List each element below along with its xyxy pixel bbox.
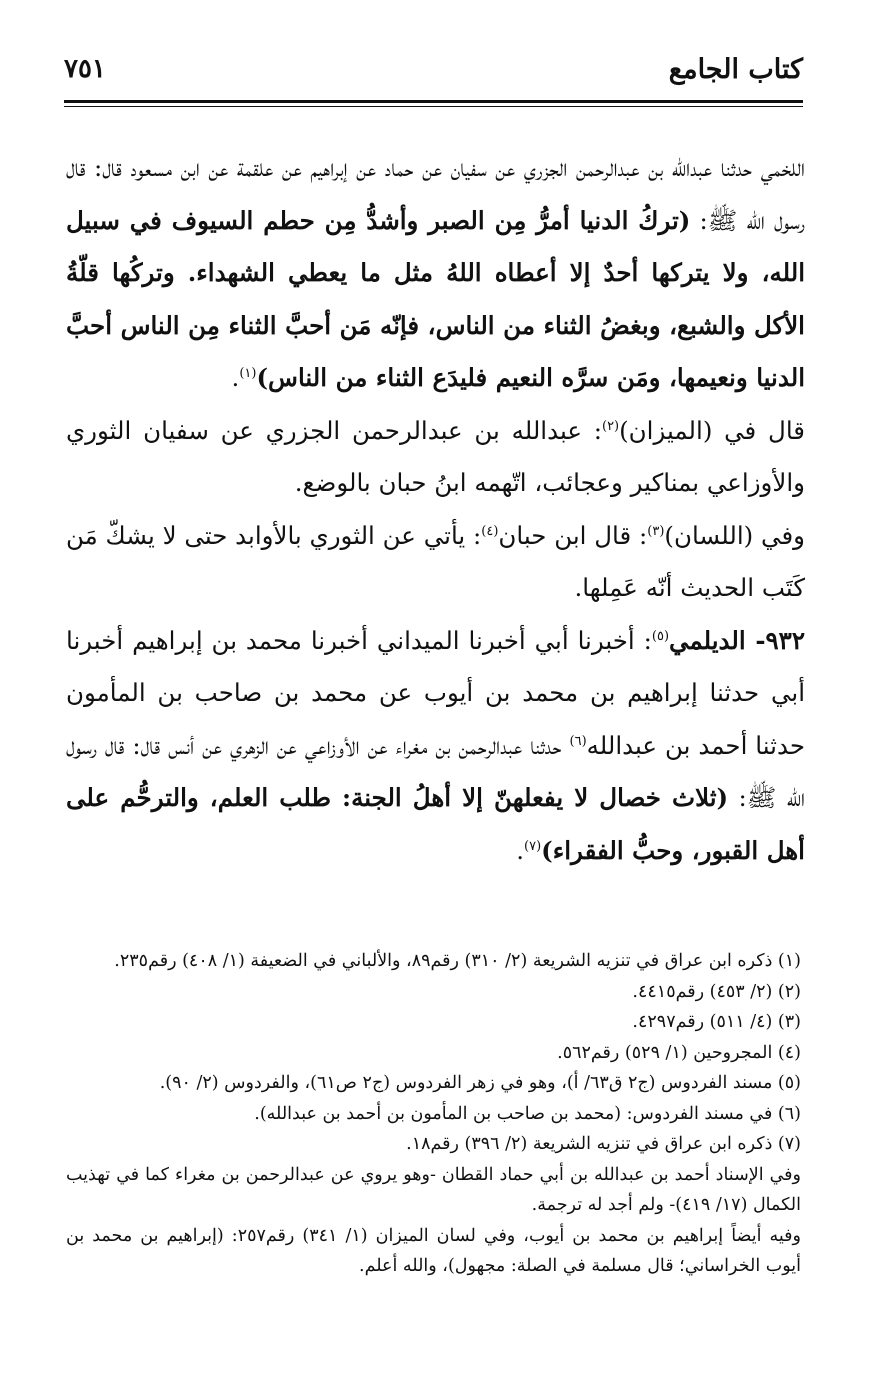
- paragraph-mizan: [66, 405, 805, 510]
- lisan-intro: وفي (اللسان): [664, 520, 805, 550]
- header-rule-thin: [64, 106, 803, 107]
- hadith-number-source: ٩٣٢- الديلمي: [669, 625, 805, 655]
- footnote-2: (٢) (٢/ ٤٥٣) رقم٤٤١٥.: [632, 981, 801, 1002]
- paragraph-lisan: [66, 510, 805, 615]
- footnote-marker-5: (٥): [651, 628, 670, 644]
- hadith-matn: (تركُ الدنيا أمرُّ مِن الصبر وأشدُّ مِن حطم السيوف في سبيل الله، ولا يتركها أحدٌ إلا أعطاه اللهُ مثل ما يعطي الشهداء. وتركُها قلّةُ الأكل والشبع، وبغضُ الثناء من الناس، فإنّه مَن أحبَّ الثناء مِن الناس أحبَّ الدنيا ونعيمها، ومَن سرَّه النعيم فليدَع الثناء من الناس): [66, 205, 805, 392]
- page-number: ٧٥١: [64, 54, 106, 84]
- footnote-7-extra-2: وفيه أيضاً إبراهيم بن محمد بن أيوب، وفي لسان الميزان (١/ ٣٤١) رقم٢٥٧: (إبراهيم بن محمد بن أيوب الخراساني؛ قال مسلمة في الصلة: مجهول)، والله أعلم.: [66, 1225, 801, 1276]
- period-2: .: [516, 835, 524, 865]
- footnote-marker-6: (٦): [569, 733, 587, 749]
- footnote-3: (٣) (٤/ ٥١١) رقم٤٢٩٧.: [632, 1012, 801, 1032]
- footnotes: [66, 946, 801, 1282]
- header-rule: [64, 100, 803, 103]
- lisan-text: : قال ابن حبان: [498, 520, 648, 550]
- period: .: [231, 363, 240, 392]
- footnote-6: (٦) في مسند الفردوس: (محمد بن صاحب بن المأمون بن أحمد بن عبدالله).: [254, 1103, 801, 1124]
- footnote-marker-3: (٣): [647, 523, 665, 539]
- paragraph-hadith-932: [66, 615, 805, 878]
- isnad-text: اللخمي حدثنا عبدالله بن عبدالرحمن الجزري عن سفيان عن حماد عن إبراهيم عن علقمة عن ابن مسعود قال: قال رسول الله ﷺ:: [66, 153, 805, 235]
- footnote-7-extra-1: وفي الإسناد أحمد بن عبدالله بن أبي حماد القطان -وهو يروي عن عبدالرحمن بن مغراء كما في تهذيب الكمال (١٧/ ٤١٩)- ولم أجد له ترجمة.: [66, 1164, 801, 1215]
- footnote-marker-4: (٤): [481, 523, 499, 539]
- lisan-quote: : يأتي عن الثوري بالأوابد حتى لا يشكّ مَن كَتَب الحديث أنّه عَمِلها.: [65, 520, 805, 602]
- isnad-text-3: حدثنا عبدالرحمن بن مغراء عن الأوزاعي عن الزهري عن أنس قال: قال رسول الله ﷺ:: [66, 730, 805, 812]
- isnad-text-2: : أخبرنا أبي أخبرنا الميداني أخبرنا محمد بن إبراهيم أخبرنا أبي حدثنا إبراهيم بن محمد بن أيوب عن محمد بن صاحب بن المأمون حدثنا أحمد بن عبدالله: [66, 625, 805, 760]
- mizan-intro: قال في (الميزان): [619, 415, 806, 445]
- running-title: كتاب الجامع: [668, 54, 803, 85]
- footnote-7: (٧) ذكره ابن عراق في تنزيه الشريعة (٢/ ٣٩٦) رقم١٨.: [406, 1134, 801, 1154]
- footnote-4: (٤) المجروحين (١/ ٥٢٩) رقم٥٦٢.: [557, 1042, 801, 1063]
- footnote-marker-2: (٢): [601, 418, 620, 434]
- mizan-text: : عبدالله بن عبدالرحمن الجزري عن سفيان الثوري والأوزاعي بمناكير وعجائب، اتّهمه ابنُ حبان بالوضع.: [66, 415, 805, 497]
- page-header: [64, 48, 803, 100]
- main-text: [66, 142, 805, 877]
- footnote-1: (١) ذكره ابن عراق في تنزيه الشريعة (٢/ ٣١٠) رقم٨٩، والألباني في الضعيفة (١/ ٤٠٨) رقم٢٣٥.: [114, 951, 801, 971]
- footnote-5: (٥) مسند الفردوس (ج٢ ق٦٣/ أ)، وهو في زهر الفردوس (ج٢ ص٦١)، والفردوس (٢/ ٩٠).: [159, 1073, 801, 1093]
- paragraph-hadith-1: [66, 142, 805, 405]
- footnote-marker-7: (٧): [524, 838, 542, 854]
- hadith-matn-2: (ثلاث خصال لا يفعلهنّ إلا أهلُ الجنة: طلب العلم، والترحُّم على أهل القبور، وحبُّ الفقراء): [66, 783, 805, 865]
- footnote-marker-1: (١): [239, 365, 257, 381]
